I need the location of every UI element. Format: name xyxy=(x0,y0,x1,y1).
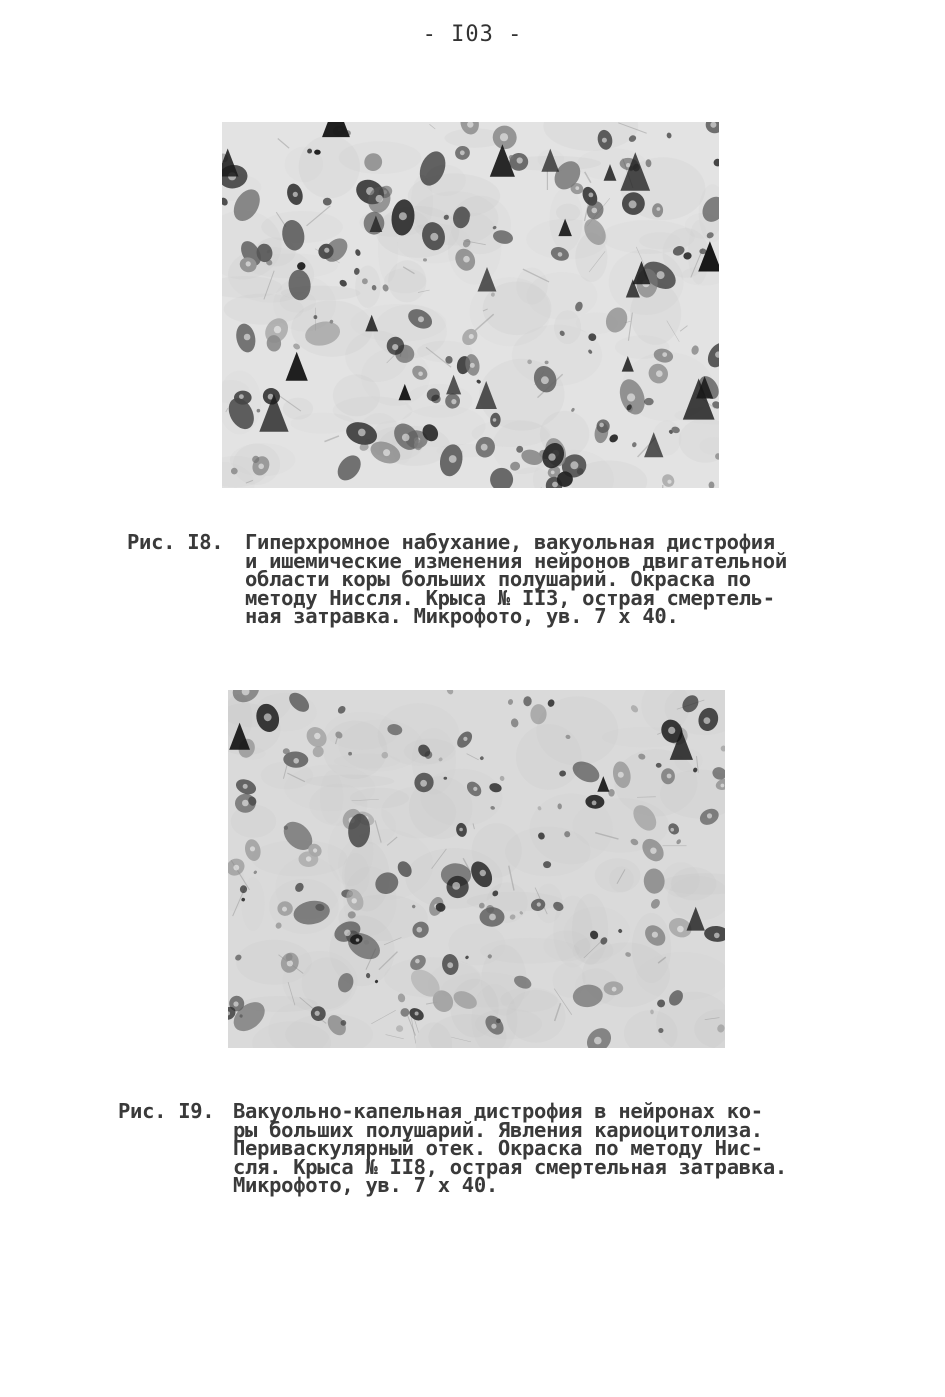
caption-line: сля. Крыса № II8, острая смертельная затравка. xyxy=(233,1154,787,1179)
figure-caption-2 xyxy=(118,1099,838,1212)
micrograph-image-2 xyxy=(228,690,725,1048)
figure-label-2: Рис. I9. xyxy=(118,1099,215,1123)
caption-line: ная затравка. Микрофото, ув. 7 х 40. xyxy=(245,604,679,628)
caption-text-2 xyxy=(233,1099,833,1197)
caption-line: Микрофото, ув. 7 х 40. xyxy=(233,1173,498,1197)
caption-text-1 xyxy=(245,530,845,628)
page-number: - I03 - xyxy=(422,22,523,47)
caption-line: Периваскулярный отек. Окраска по методу Нис- xyxy=(233,1136,763,1160)
caption-line: ры больших полушарий. Явления кариоцитолиза. xyxy=(233,1117,763,1142)
caption-line: области коры больших полушарий. Окраска по xyxy=(245,567,751,591)
figure-caption-1 xyxy=(127,530,847,643)
caption-line: и ишемические изменения нейронов двигательной xyxy=(245,548,787,573)
caption-line: Гиперхромное набухание, вакуольная дистрофия xyxy=(245,530,775,554)
micrograph-image-1 xyxy=(222,122,719,488)
caption-line: Вакуольно-капельная дистрофия в нейронах ко- xyxy=(233,1099,763,1123)
figure-label-1: Рис. I8. xyxy=(127,530,224,554)
caption-line: методу Ниссля. Крыса № II3, острая смертель- xyxy=(245,585,775,610)
